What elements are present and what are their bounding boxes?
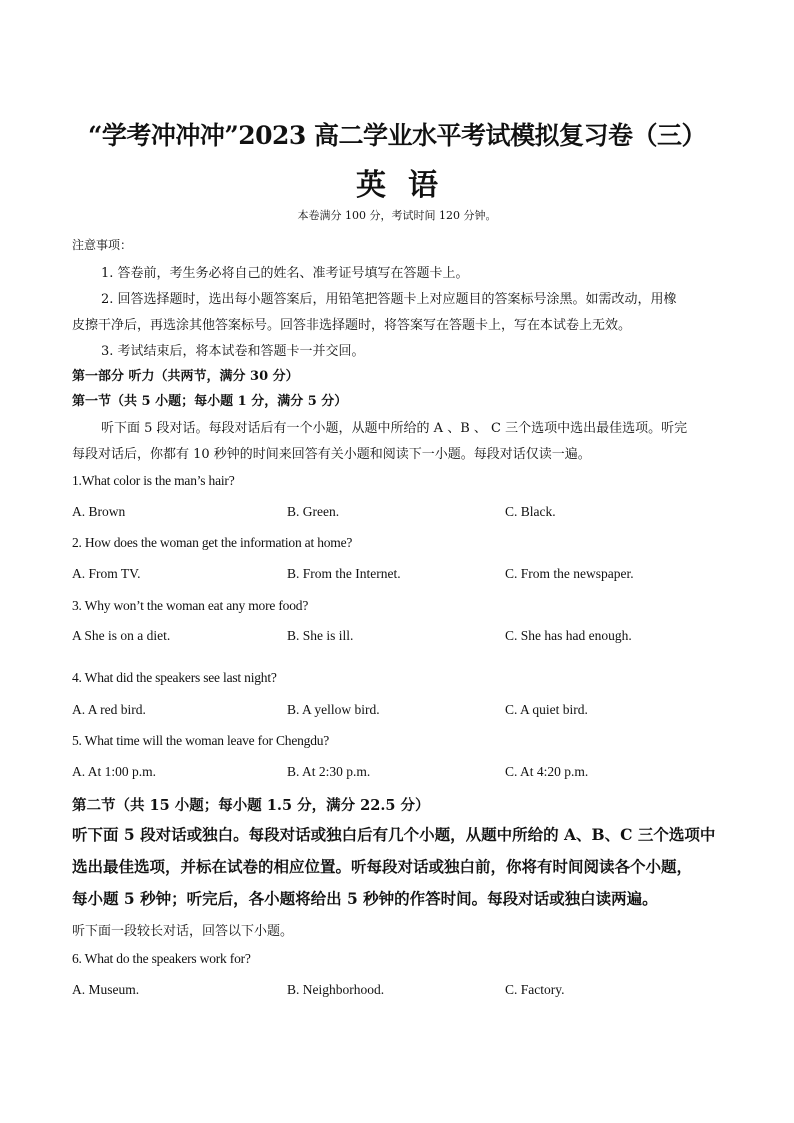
section2-lead: 听下面一段较长对话，回答以下小题。 (72, 924, 294, 939)
question-2: 2. How does the woman get the information at home? (72, 535, 353, 550)
question-2-option-a: A. From TV. (72, 566, 141, 581)
notice-item-1: 1. 答卷前，考生务必将自己的姓名、准考证号填写在答题卡上。 (101, 266, 469, 281)
section2-instructions-line-3: 每小题 5 秒钟；听完后，各小题将给出 5 秒钟的作答时间。每段对话或独白读两遍。 (72, 889, 658, 908)
notice-item-2-line-2: 皮擦干净后，再选涂其他答案标号。回答非选择题时，将答案写在答题卡上，写在本试卷上无效。 (72, 318, 632, 333)
question-4-option-a: A. A red bird. (72, 702, 146, 717)
question-2-option-b: B. From the Internet. (287, 566, 401, 581)
question-6: 6. What do the speakers work for? (72, 951, 251, 966)
notice-heading: 注意事项： (72, 238, 133, 252)
question-3-option-b: B. She is ill. (287, 628, 354, 643)
question-3-option-c: C. She has had enough. (505, 628, 632, 643)
question-3-option-a: A She is on a diet. (72, 628, 171, 643)
question-6-option-c: C. Factory. (505, 982, 565, 997)
question-1-option-b: B. Green. (287, 504, 340, 519)
question-5-option-c: C. At 4:20 p.m. (505, 764, 589, 779)
question-6-option-b: B. Neighborhood. (287, 982, 385, 997)
question-3: 3. Why won’t the woman eat any more food? (72, 598, 309, 613)
question-1-option-a: A. Brown (72, 504, 126, 519)
section1-heading: 第一节（共 5 小题；每小题 1 分，满分 5 分） (72, 394, 348, 409)
part1-heading: 第一部分 听力（共两节，满分 30 分） (72, 369, 299, 384)
question-1-option-c: C. Black. (505, 504, 556, 519)
question-5-option-b: B. At 2:30 p.m. (287, 764, 371, 779)
question-5-option-a: A. At 1:00 p.m. (72, 764, 157, 779)
question-4: 4. What did the speakers see last night? (72, 670, 277, 685)
question-4-option-b: B. A yellow bird. (287, 702, 380, 717)
section2-heading: 第二节（共 15 小题；每小题 1.5 分，满分 22.5 分） (72, 797, 430, 814)
subject-title: 英语 (356, 168, 460, 203)
section2-instructions-line-1: 听下面 5 段对话或独白。每段对话或独白后有几个小题，从题中所给的 A、B、C 三个选项中 (72, 825, 716, 844)
question-5: 5. What time will the woman leave for Chengdu? (72, 733, 330, 748)
section1-instructions-line-2: 每段对话后，你都有 10 秒钟的时间来回答有关小题和阅读下一小题。每段对话仅读一遍。 (72, 447, 591, 462)
notice-item-2-line-1: 2. 回答选择题时，选出每小题答案后，用铅笔把答题卡上对应题目的答案标号涂黑。如需改动，用橡 (101, 292, 677, 307)
section2-instructions-line-2: 选出最佳选项，并标在试卷的相应位置。听每段对话或独白前，你将有时间阅读各个小题， (72, 857, 693, 876)
question-1: 1.What color is the man’s hair? (72, 473, 235, 488)
question-2-option-c: C. From the newspaper. (505, 566, 634, 581)
question-4-option-c: C. A quiet bird. (505, 702, 588, 717)
question-6-option-a: A. Museum. (72, 982, 140, 997)
exam-subtitle: 本卷满分 100 分，考试时间 120 分钟。 (297, 209, 497, 222)
exam-title: “学考冲冲冲”2023 高二学业水平考试模拟复习卷（三） (87, 121, 707, 150)
section1-instructions-line-1: 听下面 5 段对话。每段对话后有一个小题，从题中所给的 A 、B 、 C 三个选项中选出最佳选项。听完 (101, 421, 688, 436)
notice-item-3: 3. 考试结束后，将本试卷和答题卡一并交回。 (101, 344, 365, 359)
